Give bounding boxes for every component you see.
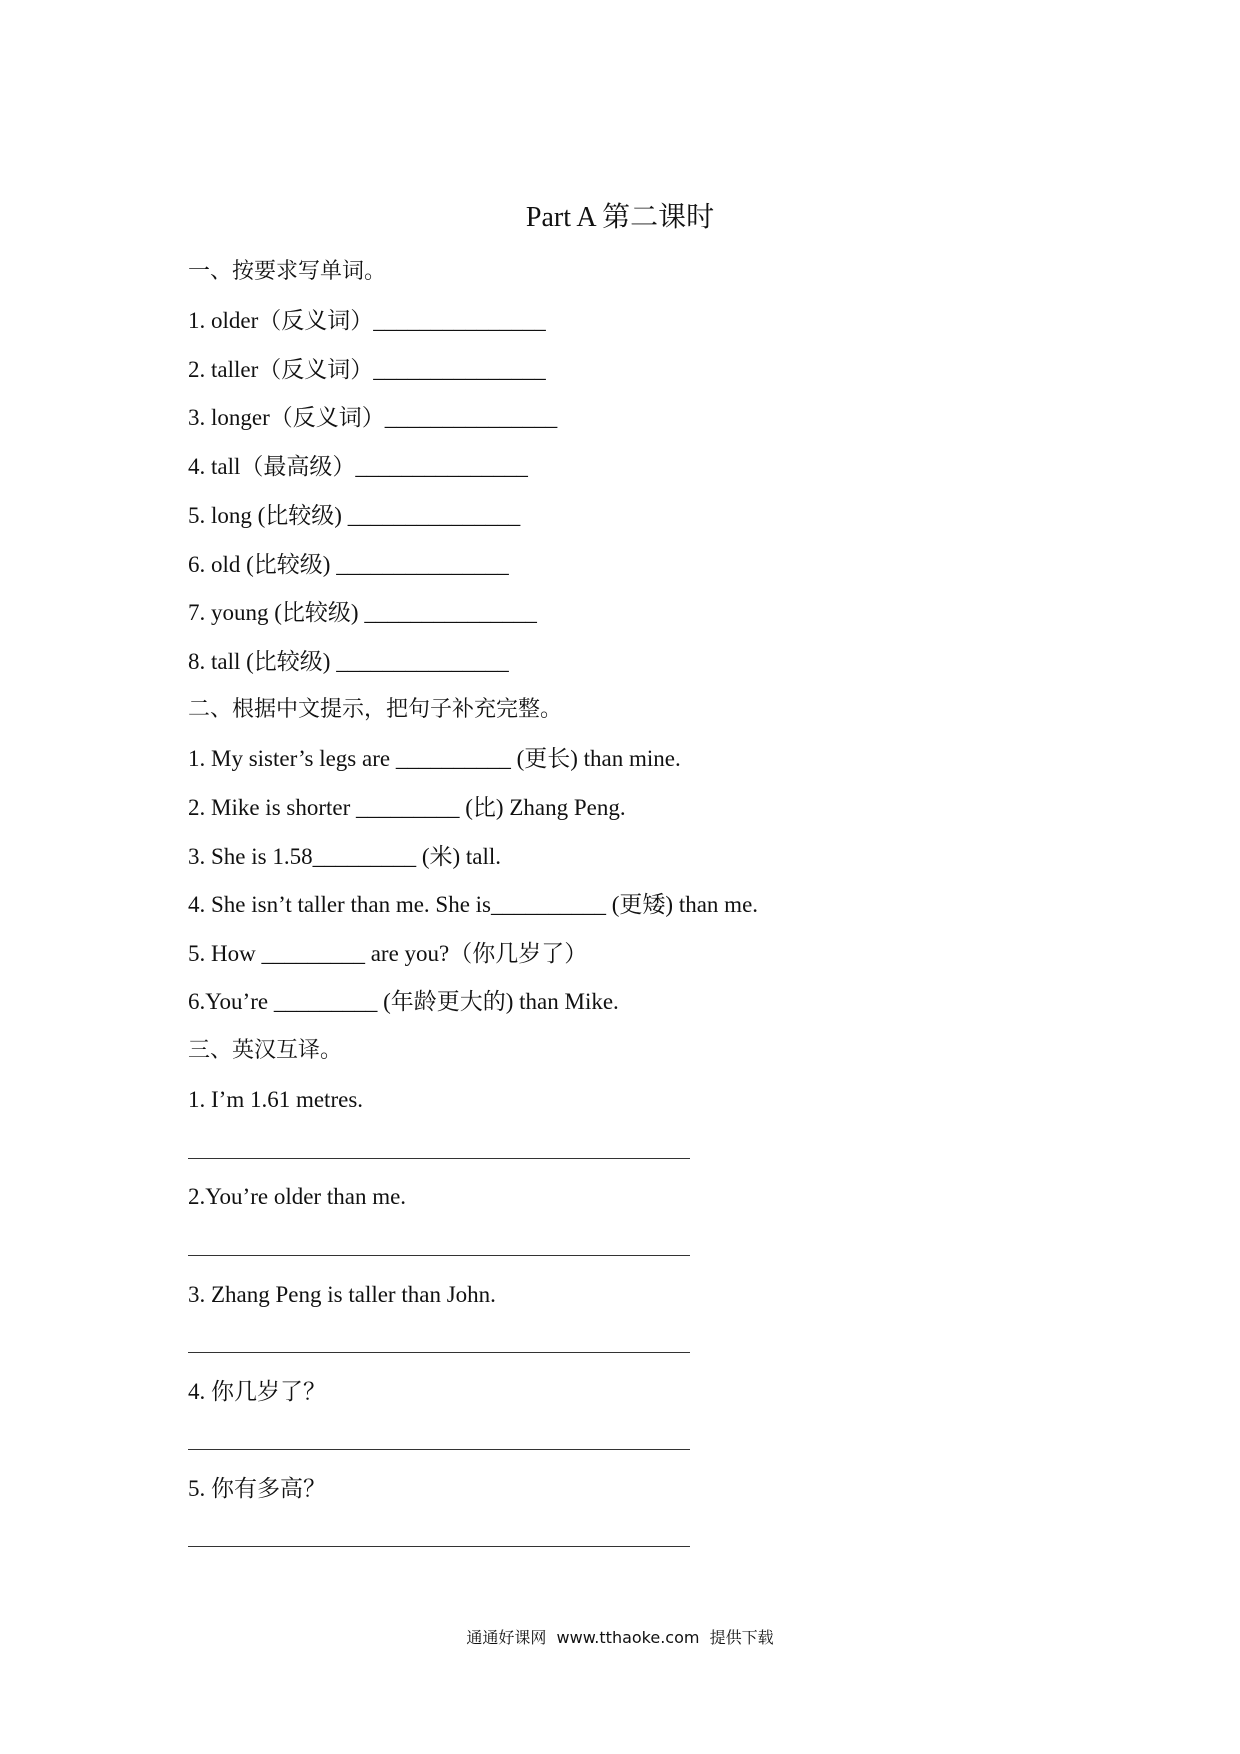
answer-line-4[interactable] bbox=[188, 1449, 690, 1450]
section2-item-5: 5. How _________ are you?（你几岁了） bbox=[188, 941, 588, 966]
section2-item-2: 2. Mike is shorter _________ (比) Zhang Peng. bbox=[188, 795, 626, 820]
section1-item-7: 7. young (比较级) _______________ bbox=[188, 600, 537, 625]
section2-item-4: 4. She isn’t taller than me. She is__________ (更矮) than me. bbox=[188, 892, 759, 917]
section3-item-2: 2.You’re older than me. bbox=[188, 1184, 407, 1209]
section1-item-6: 6. old (比较级) _______________ bbox=[188, 552, 509, 577]
section2-item-6: 6.You’re _________ (年龄更大的) than Mike. bbox=[188, 989, 619, 1014]
page-title: Part A 第二课时 bbox=[525, 202, 715, 233]
section3-item-4: 4. 你几岁了？ bbox=[188, 1379, 326, 1404]
answer-line-1[interactable] bbox=[188, 1158, 690, 1159]
section3-item-3: 3. Zhang Peng is taller than John. bbox=[188, 1282, 496, 1307]
section1-item-4: 4. tall（最高级）_______________ bbox=[188, 454, 528, 479]
section2-heading: 二、根据中文提示，把句子补充完整。 bbox=[188, 697, 563, 722]
answer-line-2[interactable] bbox=[188, 1255, 690, 1256]
section1-item-3: 3. longer（反义词）_______________ bbox=[188, 405, 558, 430]
section1-heading: 一、按要求写单词。 bbox=[188, 259, 387, 284]
section3-item-5: 5. 你有多高？ bbox=[188, 1476, 326, 1501]
footer-credit: 通通好课网 www.tthaoke.com 提供下载 bbox=[466, 1628, 774, 1647]
section1-item-5: 5. long (比较级) _______________ bbox=[188, 503, 521, 528]
section1-item-8: 8. tall (比较级) _______________ bbox=[188, 649, 509, 674]
answer-line-5[interactable] bbox=[188, 1546, 690, 1547]
section2-item-3: 3. She is 1.58_________ (米) tall. bbox=[188, 844, 502, 869]
section3-item-1: 1. I’m 1.61 metres. bbox=[188, 1087, 364, 1112]
section1-item-1: 1. older（反义词）_______________ bbox=[188, 308, 546, 333]
section1-item-2: 2. taller（反义词）_______________ bbox=[188, 357, 546, 382]
section3-heading: 三、英汉互译。 bbox=[188, 1038, 343, 1063]
answer-line-3[interactable] bbox=[188, 1352, 690, 1353]
section2-item-1: 1. My sister’s legs are __________ (更长) than mine. bbox=[188, 746, 681, 771]
